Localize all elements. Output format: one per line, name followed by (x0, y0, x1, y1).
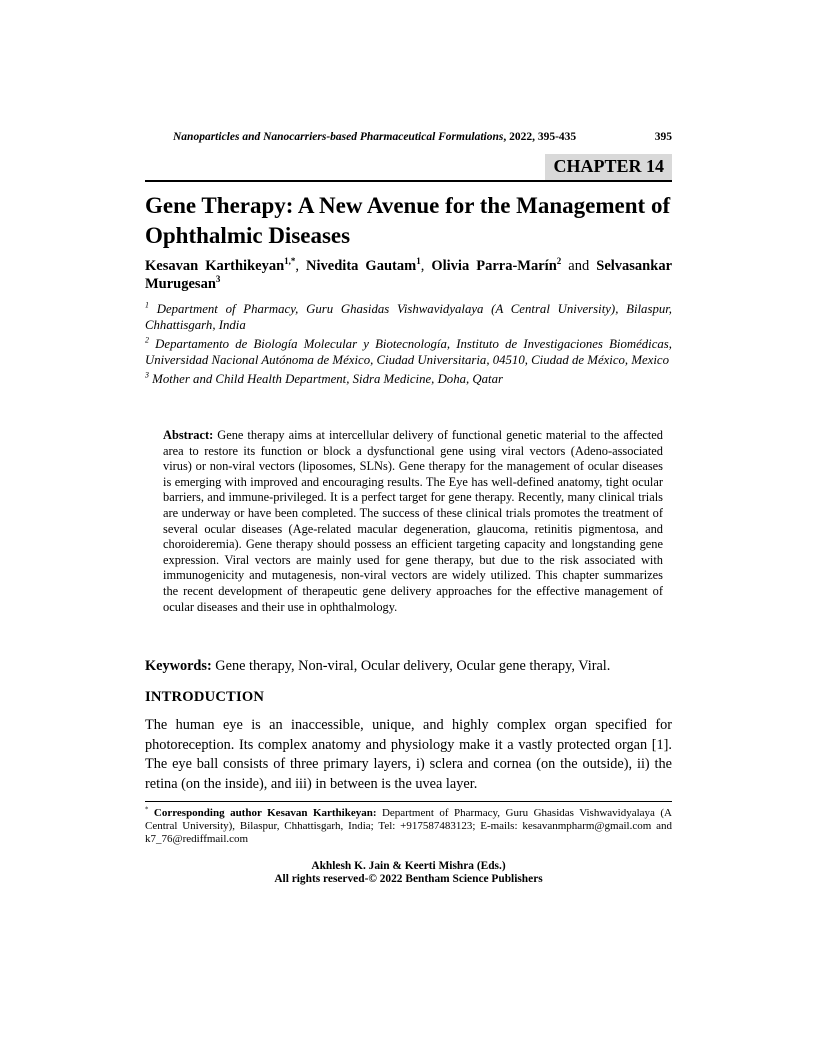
running-title-italic: Nanoparticles and Nanocarriers-based Pharmaceutical Formulations (173, 131, 504, 143)
footer-rights: All rights reserved-© 2022 Bentham Science Publishers (274, 872, 543, 885)
section-heading-introduction: INTRODUCTION (145, 689, 265, 705)
chapter-rule (145, 154, 672, 182)
affiliation-item: $^3$ Mother and Child Health Department, Sidra Medicine, Doha, Qatar (145, 370, 503, 386)
abstract-label: Abstract: (163, 428, 214, 442)
affiliation-item: $^2$ Departamento de Biología Molecular y Biotecnología, Instituto de Investigaciones Biomédicas, Universidad Nacional Autónoma de México, Ciudad Universitaria, 04510, Ciudad de México, Mexico (145, 335, 672, 367)
abstract (163, 428, 663, 615)
intro-paragraph: The human eye is an inaccessible, unique, and highly complex organ specified for photoreception. Its complex anatomy and physiology make it a vastly protected organ [1]. The eye ball consists of three primary layers, i) sclera and cornea (on the outside), ii) the retina (on the inside), and iii) in between is the uvea layer. (145, 717, 672, 792)
footnote-asterisk: * (145, 806, 149, 814)
keywords (145, 658, 672, 675)
footer-editors: Akhlesh K. Jain & Keerti Mishra (Eds.) (311, 860, 506, 872)
keywords-text: Gene therapy, Non-viral, Ocular delivery, Ocular gene therapy, Viral. (215, 658, 611, 674)
footnote-text: Department of Pharmacy, Guru Ghasidas Vishwavidyalaya (A Central University), Bilaspur, Chhattisgarh, India; Tel: +917587483123; E-mails: kesavanmpharm@gmail.com and k7_76@rediffmail.com (145, 807, 672, 846)
corresponding-author-footnote (145, 801, 672, 847)
affiliation-list (145, 301, 672, 390)
running-title (173, 131, 576, 143)
page-title: Gene Therapy: A New Avenue for the Management of Ophthalmic Diseases (145, 193, 671, 248)
affiliation-item: $^1$ Department of Pharmacy, Guru Ghasidas Vishwavidyalaya (A Central University), Bilaspur, Chhattisgarh, India (145, 300, 672, 332)
page-footer (145, 860, 672, 885)
running-title-meta: , 2022, 395-435 (503, 131, 577, 143)
authors-line: Kesavan Karthikeyan$^{1,*}$, Nivedita Gautam$^1$, Olivia Parra-Marín$^2$ and Selvasankar Murugesan$^3$ (145, 256, 673, 292)
keywords-label: Keywords: (145, 658, 212, 674)
footnote-label: Corresponding author Kesavan Karthikeyan: (153, 807, 377, 819)
abstract-text: Gene therapy aims at intercellular delivery of functional genetic material to the affected area to restore its function or block a dysfunctional gene using viral vectors (Adeno-associated virus) or non-viral vectors (liposomes, SLNs). Gene therapy for the management of ocular diseases is emerging with improved and encouraging results. The Eye has well-defined anatomy, tight ocular barriers, and immune-privileged. It is a perfect target for gene therapy. Recently, many clinical trials are underway or have been completed. The success of these clinical trials promotes the treatment of several ocular diseases (Age-related macular degeneration, glaucoma, retinitis pigmentosa, and choroideremia). Gene therapy should possess an efficient targeting capacity and longstanding gene expression. Viral vectors are mainly used for gene therapy, but due to the risk associated with immunogenicity and mutagenesis, non-viral vectors are widely utilized. This chapter summarizes the recent development of therapeutic gene delivery approaches for the effective management of ocular diseases and their use in ophthalmology. (163, 428, 663, 614)
running-header (145, 131, 672, 143)
chapter-badge: CHAPTER 14 (545, 154, 672, 180)
page-number: 395 (654, 131, 672, 143)
